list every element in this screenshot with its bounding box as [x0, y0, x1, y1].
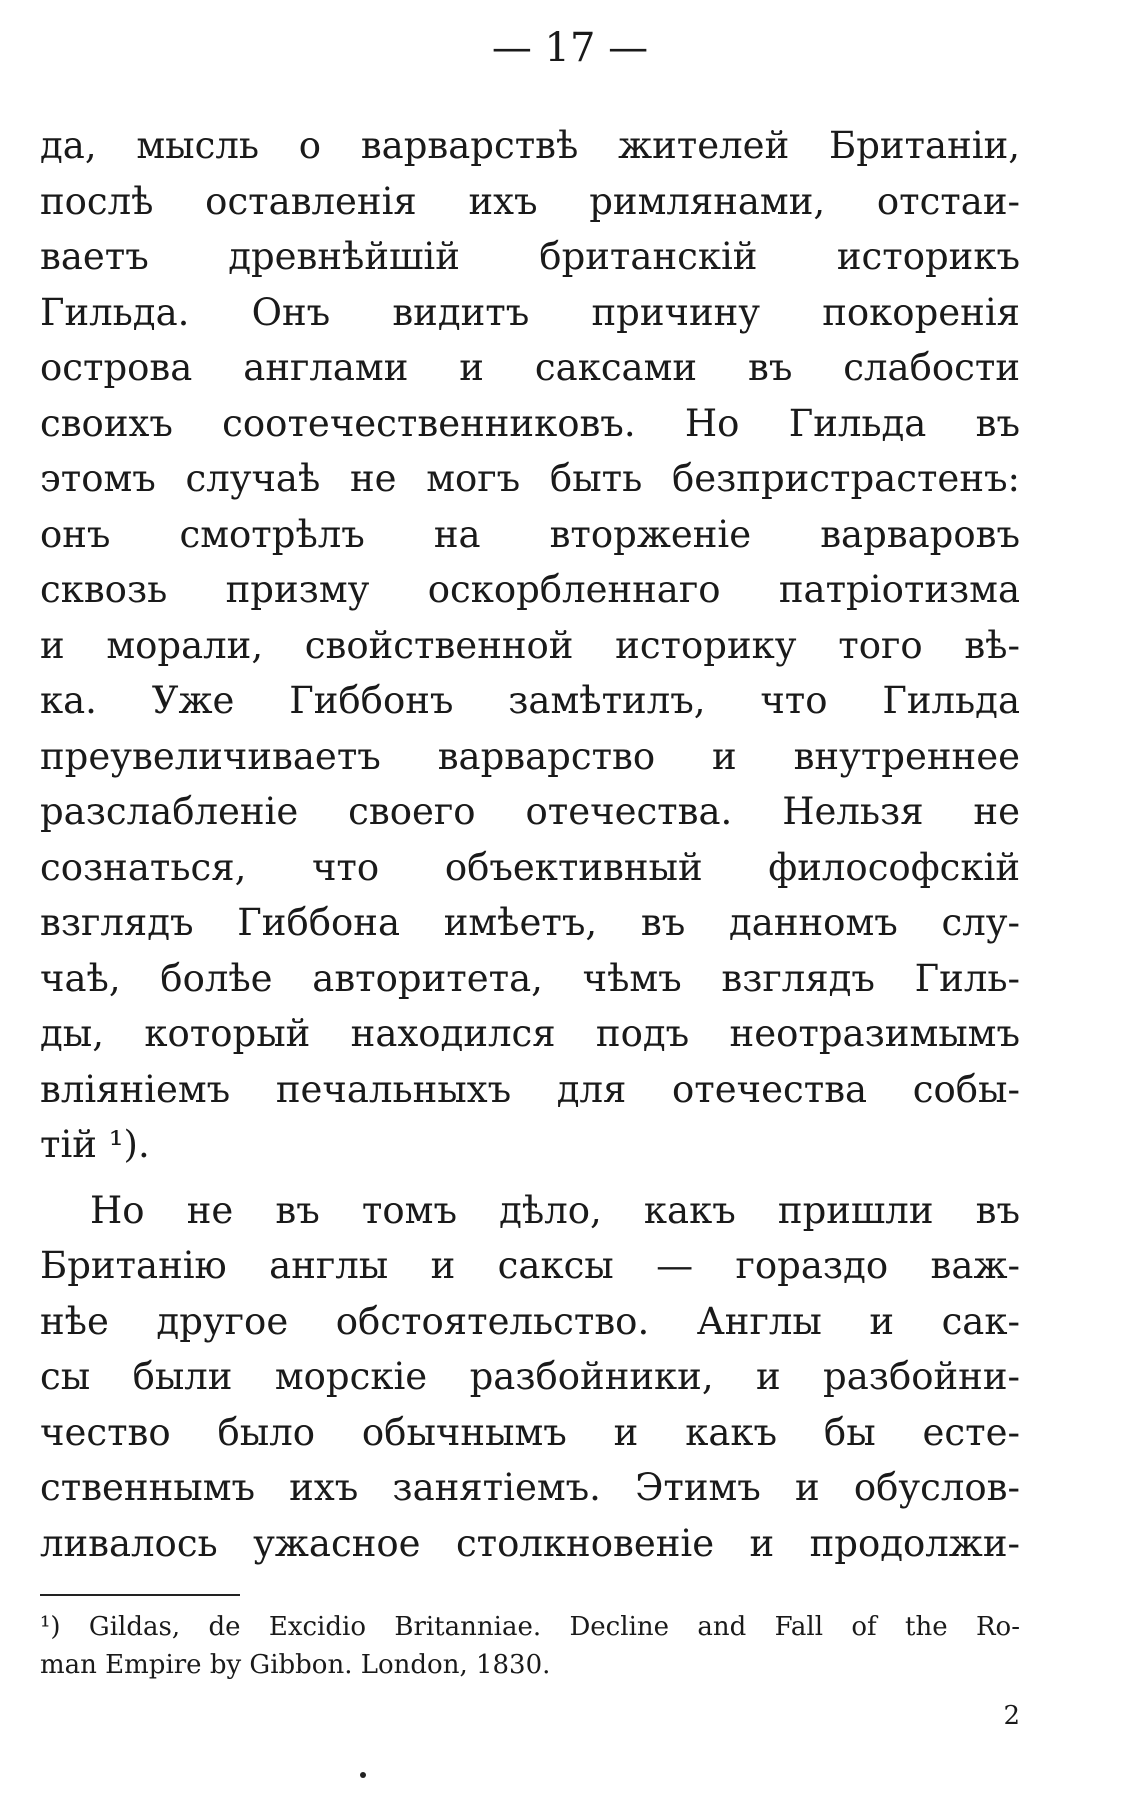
- text-line: ка. Уже Гиббонъ замѣтилъ, что Гильда: [40, 679, 1020, 722]
- footnotes: [40, 1608, 1020, 1684]
- text-line: тій ¹).: [40, 1123, 150, 1166]
- text-line: этомъ случаѣ не могъ быть безпристрастенъ:: [40, 457, 1020, 500]
- text-line: сознаться, что объективный философскій: [40, 845, 1020, 889]
- footnote-line: man Empire by Gibbon. London, 1830.: [40, 1650, 551, 1680]
- text-line: сы были морскіе разбойники, и разбойни-: [40, 1355, 1020, 1398]
- text-line: нѣе другое обстоятельство. Англы и сак-: [40, 1299, 1020, 1343]
- text-line: ственнымъ ихъ занятіемъ. Этимъ и обуслов-: [40, 1466, 1020, 1509]
- text-line: Гильда. Онъ видитъ причину покоренія: [40, 290, 1020, 334]
- main-text: [40, 118, 1020, 1571]
- footnote-line: ¹) Gildas, de Excidio Britanniae. Decline and Fall of the Ro-: [40, 1612, 1020, 1642]
- text-line: вліяніемъ печальныхъ для отечества собы-: [40, 1067, 1020, 1111]
- text-line: Британію англы и саксы — гораздо важ-: [40, 1244, 1020, 1287]
- page-number: — 17 —: [491, 25, 649, 71]
- text-line: своихъ соотечественниковъ. Но Гильда въ: [40, 401, 1020, 445]
- paragraph-gap: [40, 1173, 1020, 1183]
- signature-mark: 2: [1003, 1701, 1020, 1731]
- paragraph-1: [40, 118, 1020, 1173]
- ink-dot: [360, 1772, 366, 1778]
- text-line: да, мысль о варварствѣ жителей Британіи,: [40, 124, 1020, 167]
- text-line: послѣ оставленія ихъ римлянами, отстаи-: [40, 179, 1020, 223]
- text-line: чество было обычнымъ и какъ бы есте-: [40, 1410, 1020, 1454]
- paragraph-2: [40, 1183, 1020, 1572]
- footnote-divider: [40, 1594, 240, 1596]
- text-line: ваетъ древнѣйшій британскій историкъ: [40, 235, 1020, 278]
- text-line: Но не въ томъ дѣло, какъ пришли въ: [90, 1188, 1020, 1232]
- text-line: преувеличиваетъ варварство и внутреннее: [40, 734, 1020, 778]
- text-line: онъ смотрѣлъ на вторженіе варваровъ: [40, 512, 1020, 556]
- text-line: взглядъ Гиббона имѣетъ, въ данномъ слу-: [40, 901, 1020, 944]
- text-line: острова англами и саксами въ слабости: [40, 346, 1020, 389]
- text-line: разслабленіе своего отечества. Нельзя не: [40, 790, 1020, 833]
- text-line: чаѣ, болѣе авторитета, чѣмъ взглядъ Гиль-: [40, 956, 1020, 1000]
- text-line: и морали, свойственной историку того вѣ-: [40, 623, 1020, 667]
- text-line: ливалось ужасное столкновеніе и продолжи-: [40, 1521, 1020, 1565]
- text-line: сквозь призму оскорбленнаго патріотизма: [40, 568, 1020, 611]
- text-line: ды, который находился подъ неотразимымъ: [40, 1012, 1020, 1055]
